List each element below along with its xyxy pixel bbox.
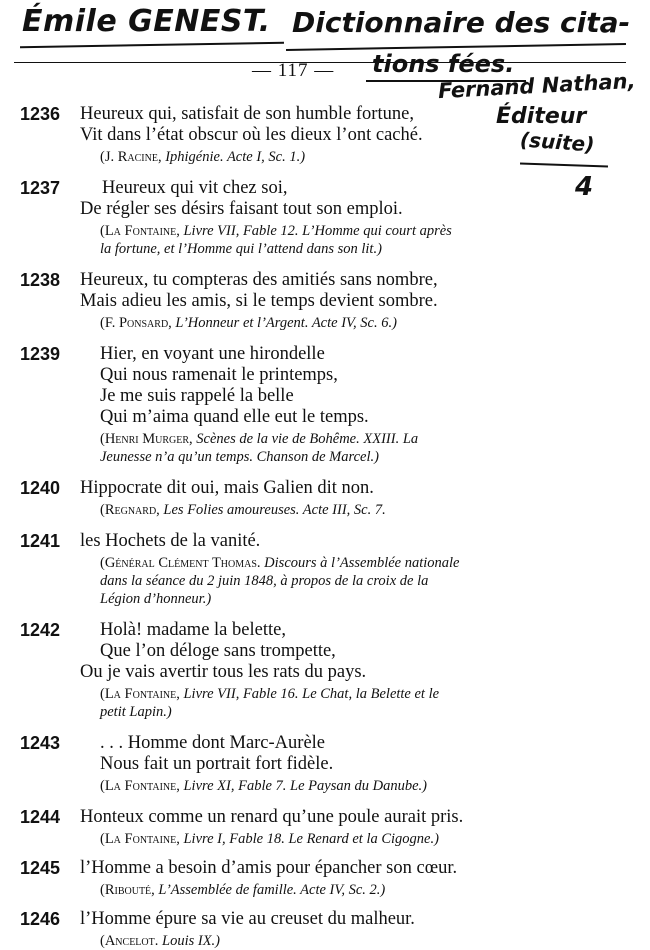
citation-line: [100, 932, 650, 950]
quotation-entry: [0, 178, 650, 258]
citation: [100, 148, 650, 166]
quote-line: Qui nous ramenait le printemps,: [100, 365, 338, 385]
citation-text: Scènes de la vie de Bohême. XXIII. La: [196, 431, 419, 447]
quotation-entry: [0, 270, 650, 332]
citation-line: [100, 703, 650, 721]
citation-line: [100, 314, 650, 332]
citation-text: Jeunesse n’a qu’un temps. Chanson de Marcel.): [100, 449, 379, 465]
citation-text: Livre VII, Fable 12. L’Homme qui court après: [183, 223, 452, 239]
entry-body: [80, 620, 650, 721]
citation-text: L’Assemblée de famille. Acte IV, Sc. 2.): [158, 882, 386, 898]
quote-line: Holà! madame la belette,: [100, 620, 286, 640]
quote-line: Nous fait un portrait fort fidèle.: [100, 754, 334, 774]
quotation-entry: [0, 909, 650, 950]
citation-line: [100, 685, 650, 703]
entry-number: 1237: [20, 178, 61, 198]
entry-body: [80, 270, 650, 332]
handwritten-suite: (suite): [519, 127, 596, 157]
citation-author: (La Fontaine,: [100, 686, 180, 702]
citation: [100, 932, 650, 950]
citation-text: Livre XI, Fable 7. Le Paysan du Danube.): [183, 778, 427, 794]
entry-body: [80, 531, 650, 608]
quote-line: l’Homme a besoin d’amis pour épancher son cœur.: [80, 858, 458, 878]
quotation-entry: [0, 733, 650, 795]
citation-line: [100, 148, 650, 166]
entry-number: 1241: [20, 531, 61, 551]
citation-author: (Général Clément Thomas.: [100, 555, 261, 571]
citation-line: [100, 222, 650, 240]
entry-body: [80, 178, 650, 258]
quote-line: Hier, en voyant une hirondelle: [100, 344, 325, 364]
quote-line: Heureux, tu compteras des amitiés sans nombre,: [80, 270, 438, 290]
citation: [100, 830, 650, 848]
entry-number: 1242: [20, 620, 61, 640]
handwritten-author: Émile GENEST.: [22, 4, 271, 39]
entry-number: 1245: [20, 858, 61, 878]
citation-text: Louis IX.): [162, 933, 220, 949]
citation-line: [100, 430, 650, 448]
quotation-entry: [0, 478, 650, 519]
quotation-entry: [0, 858, 650, 899]
citation: [100, 685, 650, 721]
citation: [100, 314, 650, 332]
citation-author: (La Fontaine,: [100, 831, 180, 847]
citation-text: Les Folies amoureuses. Acte III, Sc. 7.: [163, 502, 386, 518]
entry-body: [80, 807, 650, 848]
handwritten-page-marker: 4: [575, 172, 594, 202]
quote-line: Vit dans l’état obscur où les dieux l’ont caché.: [80, 125, 423, 145]
handwritten-title-part1: Dictionnaire des cita-: [292, 6, 631, 39]
citation: [100, 430, 650, 466]
citation-line: [100, 448, 650, 466]
quote-line: Qui m’aima quand elle eut le temps.: [100, 407, 369, 427]
handwritten-editor: Éditeur: [496, 104, 587, 129]
quote-line: Heureux qui, satisfait de son humble fortune,: [80, 104, 414, 124]
quote-line: les Hochets de la vanité.: [80, 531, 261, 551]
quote-line: Hippocrate dit oui, mais Galien dit non.: [80, 478, 374, 498]
entry-body: [80, 344, 650, 466]
citation-line: [100, 501, 650, 519]
entry-body: [80, 909, 650, 950]
citation-author: (Henri Murger,: [100, 431, 193, 447]
entry-number: 1240: [20, 478, 61, 498]
quote-line: Ou je vais avertir tous les rats du pays.: [80, 662, 367, 682]
citation-author: (La Fontaine,: [100, 778, 180, 794]
citation-line: [100, 777, 650, 795]
quote-line: Que l’on déloge sans trompette,: [100, 641, 336, 661]
quote-line: Heureux qui vit chez soi,: [102, 178, 288, 198]
citation: [100, 501, 650, 519]
quotation-list: [0, 104, 650, 950]
citation: [100, 777, 650, 795]
quote-line: Honteux comme un renard qu’une poule aurait pris.: [80, 807, 464, 827]
entry-body: [80, 104, 650, 166]
quotation-entry: [0, 344, 650, 466]
citation-text: Discours à l’Assemblée nationale: [264, 555, 460, 571]
quotation-entry: [0, 620, 650, 721]
citation-author: (F. Ponsard,: [100, 315, 172, 331]
citation-author: (La Fontaine,: [100, 223, 180, 239]
entry-number: 1236: [20, 104, 61, 124]
citation-author: (Regnard,: [100, 502, 160, 518]
entry-body: [80, 478, 650, 519]
citation-text: Livre VII, Fable 16. Le Chat, la Belette et le: [183, 686, 440, 702]
entry-number: 1246: [20, 909, 61, 929]
citation-text: Iphigénie. Acte I, Sc. 1.): [165, 149, 306, 165]
entry-body: [80, 733, 650, 795]
citation-line: [100, 590, 650, 608]
quotation-entry: [0, 104, 650, 166]
citation-text: la fortune, et l’Homme qui l’attend dans son lit.): [100, 241, 382, 257]
entry-body: [80, 858, 650, 899]
quotation-entry: [0, 807, 650, 848]
citation-author: (J. Racine,: [100, 149, 162, 165]
citation-text: Livre I, Fable 18. Le Renard et la Cigogne.): [183, 831, 439, 847]
citation-line: [100, 240, 650, 258]
entry-number: 1244: [20, 807, 61, 827]
citation-text: Légion d’honneur.): [100, 591, 212, 607]
citation-line: [100, 830, 650, 848]
citation-author: (Ribouté,: [100, 882, 155, 898]
handwritten-publisher: Fernand Nathan,: [437, 68, 637, 104]
citation-line: [100, 572, 650, 590]
author-underline: [20, 42, 284, 49]
citation-text: dans la séance du 2 juin 1848, à propos de la croix de la: [100, 573, 429, 589]
quote-line: . . . Homme dont Marc-Aurèle: [100, 733, 326, 753]
entry-number: 1239: [20, 344, 61, 364]
quotation-entry: [0, 531, 650, 608]
quote-line: Je me suis rappelé la belle: [100, 386, 294, 406]
quote-line: Mais adieu les amis, si le temps devient sombre.: [80, 291, 438, 311]
citation-text: petit Lapin.): [100, 704, 172, 720]
citation-text: L’Honneur et l’Argent. Acte IV, Sc. 6.): [175, 315, 397, 331]
citation-author: (Ancelot.: [100, 933, 159, 949]
citation-line: [100, 554, 650, 572]
entry-number: 1238: [20, 270, 61, 290]
citation: [100, 554, 650, 608]
handwritten-title-part2: tions fées.: [372, 50, 515, 78]
quote-line: De régler ses désirs faisant tout son emploi.: [80, 199, 403, 219]
page-number: — 117 —: [252, 60, 335, 81]
citation: [100, 222, 650, 258]
citation: [100, 881, 650, 899]
entry-number: 1243: [20, 733, 61, 753]
citation-line: [100, 881, 650, 899]
quote-line: l’Homme épure sa vie au creuset du malheur.: [80, 909, 415, 929]
